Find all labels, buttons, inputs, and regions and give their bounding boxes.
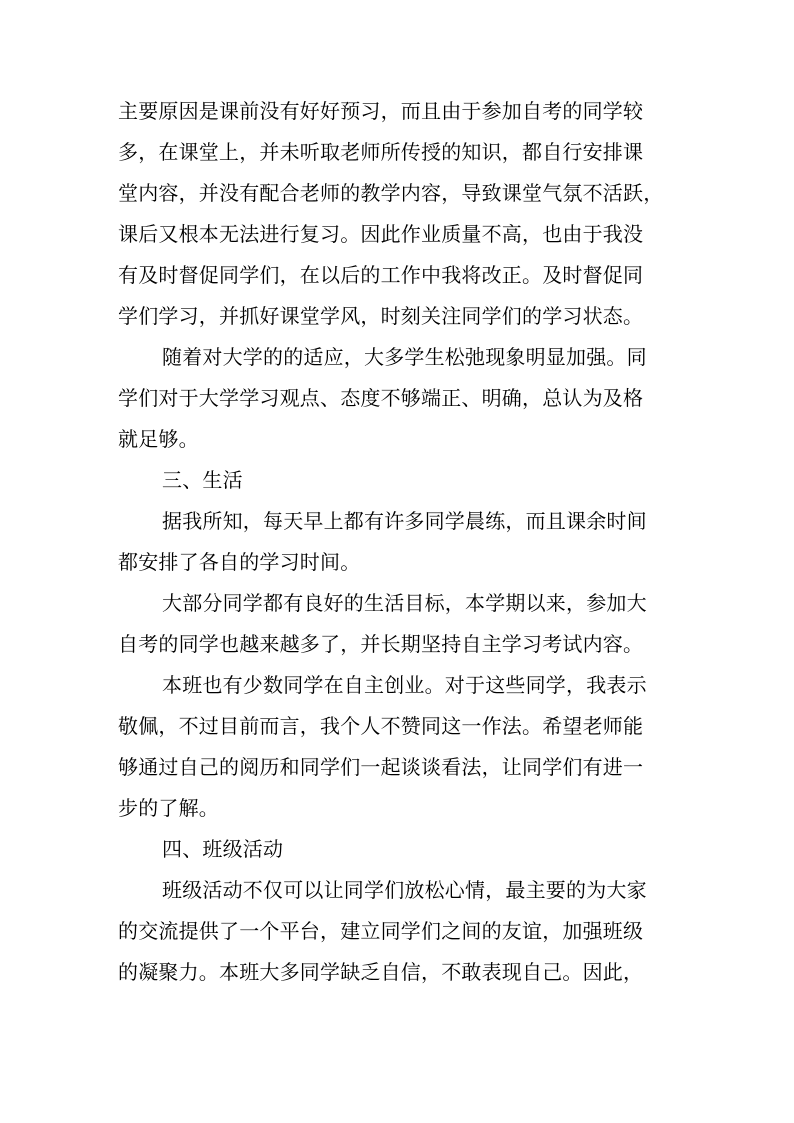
text-line: 的凝聚力。本班大多同学缺乏自信，不敢表现自己。因此， [118,960,644,984]
text-line: 够通过自己的阅历和同学们一起谈谈看法，让同学们有进一 [118,755,644,779]
text-line: 就足够。 [118,427,199,451]
text-line: 堂内容，并没有配合老师的教学内容，导致课堂气氛不活跃， [118,181,664,205]
text-line: 主要原因是课前没有好好预习，而且由于参加自考的同学较 [118,99,644,123]
paragraph-start-line: 大部分同学都有良好的生活目标，本学期以来，参加大 [162,591,647,615]
text-line: 学们学习，并抓好课堂学风，时刻关注同学们的学习状态。 [118,304,644,328]
paragraph-start-line: 随着对大学的的适应，大多学生松弛现象明显加强。同 [162,345,647,369]
text-line: 都安排了各自的学习时间。 [118,550,361,574]
paragraph-start-line: 本班也有少数同学在自主创业。对于这些同学，我表示 [162,673,647,697]
section-heading-life: 三、生活 [162,468,243,492]
text-line: 课后又根本无法进行复习。因此作业质量不高，也由于我没 [118,222,644,246]
section-heading-class-activities: 四、班级活动 [162,837,284,861]
paragraph-start-line: 班级活动不仅可以让同学们放松心情，最主要的为大家 [162,878,647,902]
text-line: 学们对于大学学习观点、态度不够端正、明确，总认为及格 [118,386,644,410]
paragraph-start-line: 据我所知，每天早上都有许多同学晨练，而且课余时间 [162,509,647,533]
text-line: 多，在课堂上，并未听取老师所传授的知识，都自行安排课 [118,140,644,164]
text-line: 敬佩，不过目前而言，我个人不赞同这一作法。希望老师能 [118,714,644,738]
text-line: 的交流提供了一个平台，建立同学们之间的友谊，加强班级 [118,919,644,943]
text-line: 有及时督促同学们，在以后的工作中我将改正。及时督促同 [118,263,644,287]
text-line: 自考的同学也越来越多了，并长期坚持自主学习考试内容。 [118,632,644,656]
text-line: 步的了解。 [118,796,219,820]
